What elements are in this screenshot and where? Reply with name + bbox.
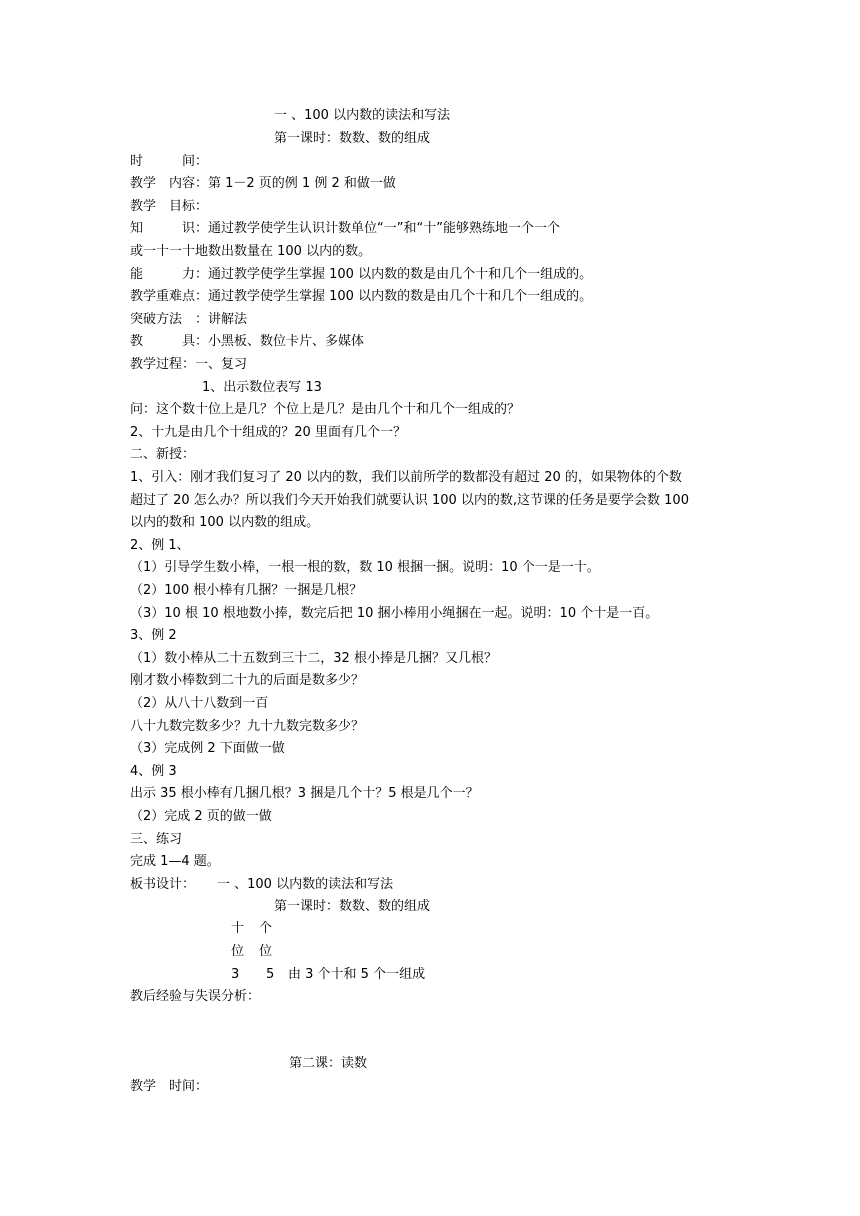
board-digit-5: 5	[266, 967, 275, 982]
line-example-1-a: （1）引导学生数小棒，一根一根的数，数 10 根捆一捆。说明：10 个一是一十。	[130, 560, 600, 575]
line-new-lesson: 二、新授：	[130, 447, 196, 462]
line-example-3: 4、例 3	[130, 764, 177, 779]
line-process: 教学过程：一、复习	[130, 357, 248, 372]
line-example-2-b: （2）从八十八数到一百	[130, 696, 269, 711]
line-intro-2: 超过了 20 怎么办？所以我们今天开始我们就要认识 100 以内的数,这节课的任务是要学会数 100	[130, 493, 689, 508]
line-example-1: 2、例 1、	[130, 538, 190, 553]
line-method: 突破方法 ：讲解法	[130, 312, 248, 327]
reflection-heading: 教后经验与失误分析：	[130, 989, 261, 1004]
line-example-2: 3、例 2	[130, 628, 177, 643]
line-example-3-b: （2）完成 2 页的做一做	[130, 809, 272, 824]
board-subtitle: 第一课时：数数、数的组成	[274, 899, 431, 914]
line-ability: 能 力：通过教学使学生掌握 100 以内数的数是由几个十和几个一组成的。	[130, 267, 593, 282]
line-content: 教学 内容：第 1－2 页的例 1 例 2 和做一做	[130, 176, 396, 191]
line-review-1: 1、出示数位表写 13	[202, 380, 322, 395]
line-example-2-a-q: 刚才数小棒数到二十九的后面是数多少？	[130, 673, 365, 688]
line-goals: 教学 目标：	[130, 199, 209, 214]
line-example-1-b: （2）100 根小棒有几捆？一捆是几根？	[130, 583, 363, 598]
line-example-2-c: （3）完成例 2 下面做一做	[130, 741, 285, 756]
line-knowledge-cont: 或一十一十地数出数量在 100 以内的数。	[130, 244, 372, 259]
board-place-ones: 个	[259, 921, 273, 936]
board-place-word-1: 位	[231, 944, 245, 959]
line-practice: 三、练习	[130, 832, 183, 847]
line-tools: 教 具：小黑板、数位卡片、多媒体	[130, 334, 365, 349]
board-digit-3: 3	[231, 967, 240, 982]
board-title: 一 、100 以内数的读法和写法	[217, 877, 394, 892]
line-intro-1: 1、引入：刚才我们复习了 20 以内的数，我们以前所学的数都没有超过 20 的，如果物体的个数	[130, 470, 682, 485]
document-title: 一 、100 以内数的读法和写法	[274, 108, 451, 123]
line-key-points: 教学重难点：通过教学使学生掌握 100 以内数的数是由几个十和几个一组成的。	[130, 289, 593, 304]
line-intro-3: 以内的数和 100 以内数的组成。	[130, 515, 320, 530]
board-label: 板书设计：	[130, 877, 196, 892]
lesson-2-title: 第二课：读数	[289, 1056, 368, 1071]
line-review-2: 2、十九是由几个十组成的？20 里面有几个一？	[130, 425, 406, 440]
line-example-3-a: 出示 35 根小棒有几捆几根？3 捆是几个十？5 根是几个一？	[130, 786, 479, 801]
line-time: 时 间：	[130, 154, 209, 169]
line-example-1-c: （3）10 根 10 根地数小捧，数完后把 10 捆小棒用小绳捆在一起。说明：10 个十是一百。	[130, 606, 659, 621]
document-subtitle: 第一课时：数数、数的组成	[274, 131, 431, 146]
line-example-2-a: （1）数小棒从二十五数到三十二，32 根小捧是几捆？又几根？	[130, 651, 497, 666]
board-place-word-2: 位	[259, 944, 273, 959]
line-review-question: 问：这个数十位上是几？个位上是几？是由几个十和几个一组成的？	[130, 402, 521, 417]
lesson-2-time: 教学 时间：	[130, 1079, 209, 1094]
line-knowledge: 知 识：通过教学使学生认识计数单位“一”和“十”能够熟练地一个一个	[130, 221, 560, 236]
line-example-2-b-q: 八十九数完数多少？九十九数完数多少？	[130, 719, 365, 734]
board-place-tens: 十	[231, 921, 245, 936]
line-practice-tasks: 完成 1—4 题。	[130, 854, 220, 869]
board-explanation: 由 3 个十和 5 个一组成	[288, 967, 426, 982]
